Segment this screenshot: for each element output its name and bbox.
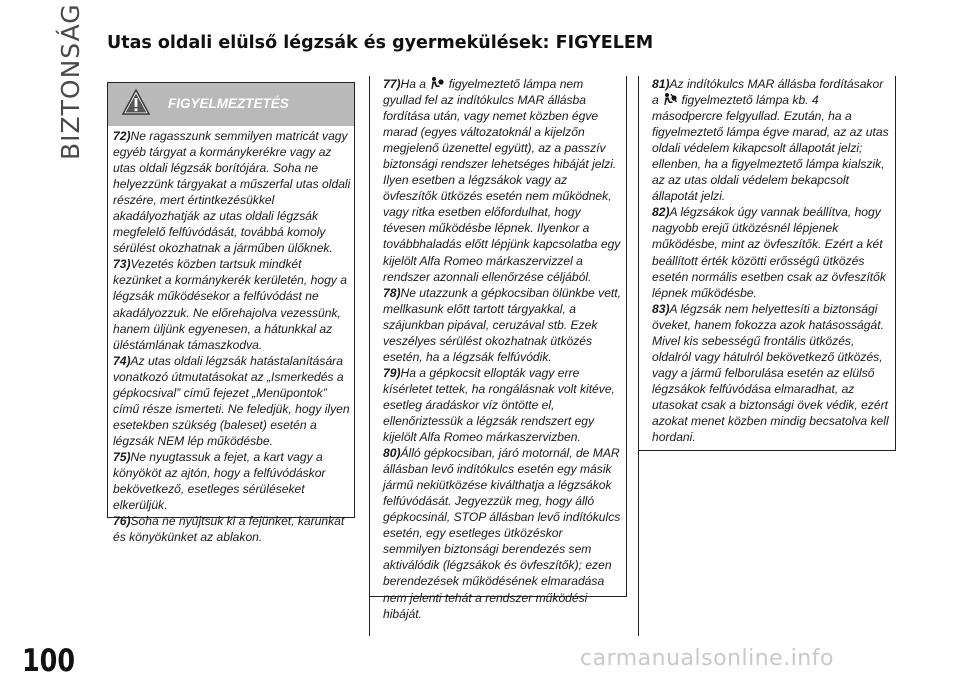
warning-body (113, 128, 353, 545)
warning-triangle-icon (122, 89, 150, 115)
warning-item: 72)Ne ragasszunk semmilyen matricát vagy egyéb tárgyat a kormánykerékre vagy az utas oldali légzsák borítójára. Soha ne helyezzünk tárgyakat a műszerfal utas oldali részére, mert értintkezésükkel akadályozhatják az utas oldali légzsák megfelelő felfúvódását, továbbá komoly sérülést okozhatnak a járműben ülőknek. (113, 129, 351, 256)
column-3 (652, 76, 892, 445)
passenger-airbag-off-icon (663, 92, 677, 106)
warning-item: 76)Soha ne nyújtsuk ki a fejünket, karunkat és könyökünket az ablakon. (113, 514, 345, 545)
warning-box (107, 82, 355, 545)
watermark: carmanualsonline.info (580, 646, 834, 671)
warning-header (108, 83, 354, 126)
page-title: Utas oldali elülső légzsák és gyermekülések: FIGYELEM (107, 33, 654, 53)
airbag-warning-light-icon (430, 76, 444, 90)
warning-item: 83)A légzsák nem helyettesíti a biztonsági öveket, hanem fokozza azok hatásosságát. Mivel kis sebességű frontális ütközés, oldalról vagy hátulról bekövetkező ütközés, vagy a jármű felborulása esetén az elülső légzsákok felfúvódása elmaradhat, az utasokat csak a biztonsági övek védik, ezért azokat menet közben mindig becsatolva kell hordani. (652, 301, 889, 445)
warning-item: 81)Az indítókulcs MAR állásba fordításakor a figyelmeztető lámpa kb. 4 másodpercre felgyullad. Ezután, ha a figyelmeztető lámpa égve marad, az az utas oldali védelem kikapcsolt állapotát jelzi; ellenben, ha a figyelmeztető lámpa kialszik, az az utas oldali védelem bekapcsolt állapotát jelzi. (652, 77, 889, 204)
column-rule-col3-right (895, 76, 896, 450)
warning-item: 77)Ha a figyelmeztető lámpa nem gyullad fel az indítókulcs MAR állásba fordítása után, vagy nemet közben égve marad (egyes változatoknál a kijelzőn megjelenő üzenettel együtt), az a passzív biztonsági rendszer lehetséges hibáját jelzi. Ilyen esetben a légzsákok vagy az övfeszítők ütközés esetén nem működnek, vagy ritka esetben előfordulhat, hogy tévesen működésbe lépnek. Ilyenkor a továbbhaladás előtt lépjünk kapcsolatba egy kijelölt Alfa Romeo márkaszervizzel a rendszer azonnali ellenőrzése céljából. (383, 77, 621, 284)
column-rule-col2-right (626, 76, 627, 596)
warning-title: FIGYELMEZTETÉS (168, 96, 289, 111)
warning-item: 82)A légzsákok úgy vannak beállítva, hogy nagyobb erejű ütközésnél lépjenek működésbe, mint az övfeszítők. Ezért a két beállított érték közötti erősségű ütközés esetén normális esetben csak az övfeszítők lépnek működésbe. (652, 205, 886, 300)
section-side-label: BIZTONSÁG (56, 3, 85, 160)
warning-item: 73)Vezetés közben tartsuk mindkét kezünket a kormánykerék kerületén, hogy a légzsák működésekor a felfúvódást ne akadályozzuk. Ne előrehajolva vezessünk, hanem üljünk egyenesen, a hátunkkal az üléstámlának támaszkodva. (113, 257, 347, 352)
warning-item: 80)Álló gépkocsiban, járó motornál, de MAR állásban levő indítókulcs esetén egy másik jármű nekiütközése kiválthatja a légzsákok felfúvódását. Jegyezzük meg, hogy álló gépkocsinál, STOP állásban levő indítókulcs esetén, egy esetleges ütközéskor semmilyen biztonsági berendezés sem aktiválódik (légzsákok és övfeszítők); ezen berendezések működésének elmaradása nem jelenti tehát a rendszer működési hibáját. (383, 446, 621, 621)
page-number: 100 (22, 643, 76, 679)
column-2 (383, 76, 623, 622)
warning-item: 74)Az utas oldali légzsák hatástalanítására vonatkozó útmutatásokat az „Ismerkedés a gépkocsival” című fejezet „Menüpontok” című része ismerteti. Ne feledjük, hogy ilyen esetekben szükség (baleset) esetén a légzsák NEM lép működésbe. (113, 353, 350, 448)
column-rule-col3-bottom (638, 450, 896, 451)
warning-item: 75)Ne nyugtassuk a fejet, a kart vagy a könyököt az ajtón, hogy a felfúvódáskor bekövetkező, esetleges sérüléseket elkerüljük. (113, 449, 326, 513)
warning-item: 78)Ne utazzunk a gépkocsiban ölünkbe vett, mellkasunk előtt tartott tárgyakkal, a szájunkban pipával, ceruzával stb. Ezek veszélyes sérülést okozhatnak ütközés esetén, ha a légzsák felfúvódik. (383, 285, 622, 364)
column-rule-middle (638, 76, 639, 636)
warning-item: 79)Ha a gépkocsit ellopták vagy erre kísérletet tettek, ha rongálásnak volt kitéve, esetleg áradáskor víz öntötte el, ellenőriztessük a légzsák rendszert egy kijelölt Alfa Romeo márkaszervizben. (383, 365, 615, 445)
column-rule-left (369, 76, 370, 636)
